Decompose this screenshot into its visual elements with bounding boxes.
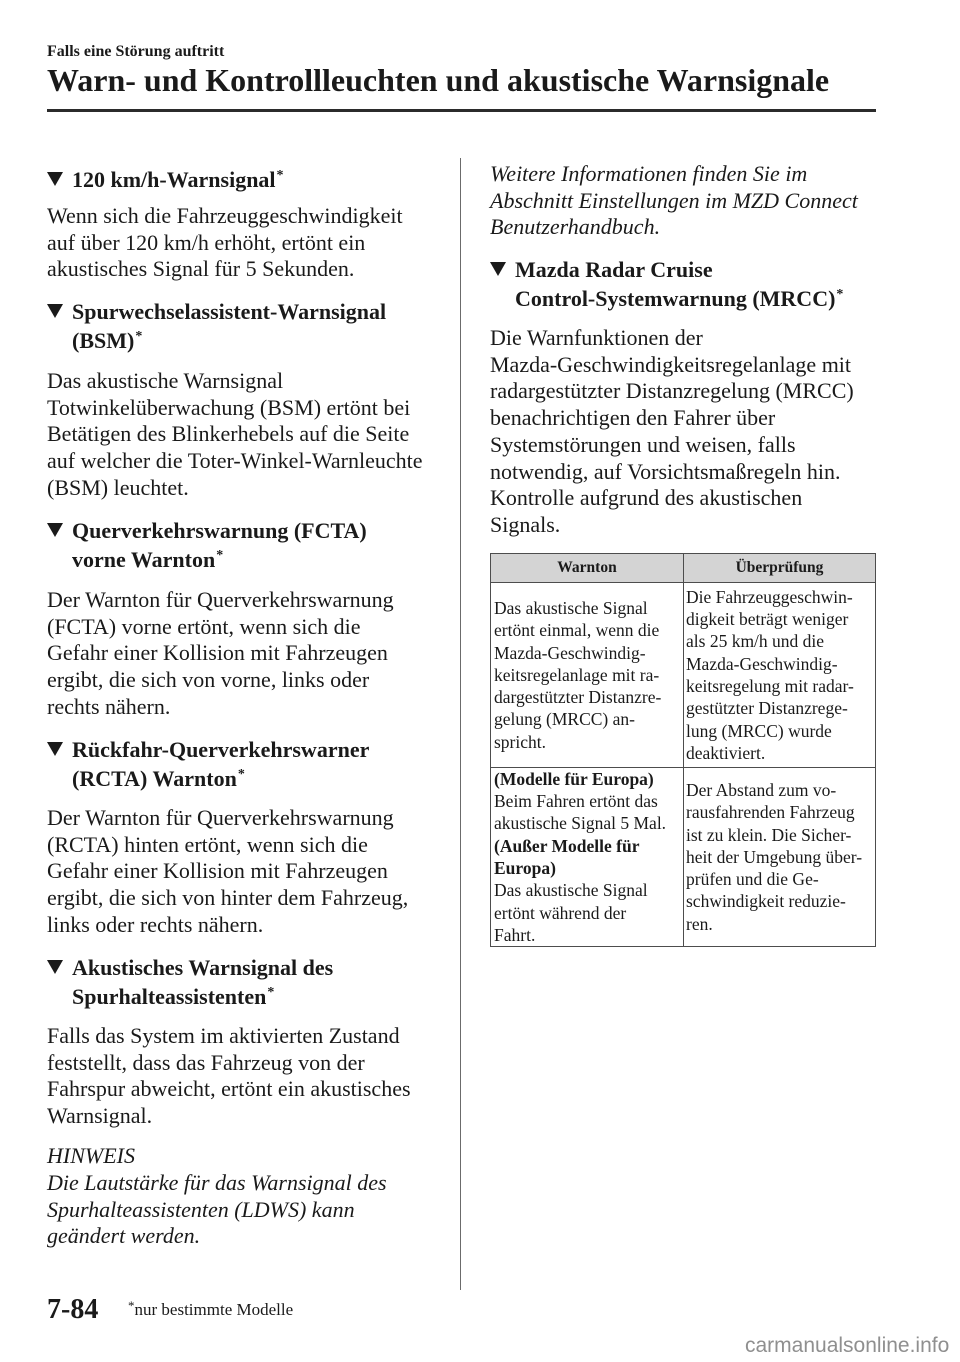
heading-rcta-warnton bbox=[47, 735, 369, 793]
table-row bbox=[491, 582, 875, 767]
text-line: (BSM) leuchtet. bbox=[47, 474, 189, 500]
heading-line: Querverkehrswarnung (FCTA) bbox=[72, 518, 367, 543]
cell-line: als 25 km/h und die bbox=[686, 631, 825, 652]
text-line: geändert werden. bbox=[47, 1223, 201, 1249]
triangle-down-icon bbox=[47, 742, 63, 756]
text-line: ergibt, die sich von vorne, links oder bbox=[47, 667, 370, 693]
cell-line: akustische Signal 5 Mal. bbox=[494, 813, 667, 834]
heading-line bbox=[47, 326, 386, 355]
table-header-row bbox=[491, 554, 875, 582]
table-cell-ueberpruefung bbox=[684, 768, 875, 946]
text-line: Warnsignal. bbox=[47, 1103, 153, 1129]
footnote-asterisk: * bbox=[128, 1298, 135, 1313]
heading-ldws-warnsignal bbox=[47, 953, 333, 1011]
text-line: Mazda-Geschwindigkeitsregelanlage mit bbox=[490, 351, 852, 377]
cell-line-bold: (Außer Modelle für bbox=[494, 835, 640, 856]
chapter-label: Falls eine Störung auftritt bbox=[47, 43, 225, 60]
cell-line: Das akustische Signal bbox=[494, 880, 648, 901]
asterisk-mark: * bbox=[276, 168, 284, 183]
text-line: (FCTA) vorne ertönt, wenn sich die bbox=[47, 613, 361, 639]
page-title: Warn- und Kontrollleuchten und akustische Warnsignale bbox=[47, 62, 830, 98]
column-divider bbox=[460, 158, 461, 1290]
cell-line: digkeit beträgt weniger bbox=[686, 609, 849, 630]
paragraph-mrcc-warnung bbox=[490, 325, 854, 539]
heading-text: Spurhalteassistenten bbox=[72, 984, 267, 1009]
text-line: Der Warnton für Querverkehrswarnung bbox=[47, 587, 394, 612]
footnote bbox=[128, 1299, 293, 1321]
asterisk-mark: * bbox=[216, 548, 224, 563]
heading-line bbox=[47, 165, 284, 194]
cell-line: spricht. bbox=[494, 731, 547, 752]
paragraph-120-kmh-warnsignal bbox=[47, 203, 403, 283]
text-line: auf über 120 km/h erhöht, ertönt ein bbox=[47, 229, 366, 255]
text-line: Benutzerhandbuch. bbox=[490, 214, 661, 240]
text-line: rechts nähern. bbox=[47, 693, 171, 719]
triangle-down-icon bbox=[47, 523, 63, 537]
text-line: notwendig, auf Vorsichtsmaßregeln hin. bbox=[490, 458, 841, 484]
text-line: Abschnitt Einstellungen im MZD Connect bbox=[490, 187, 858, 213]
cell-line: ist zu klein. Die Sicher- bbox=[686, 824, 852, 845]
cell-line: keitsregelanlage mit ra- bbox=[494, 664, 660, 685]
cell-line: Das akustische Signal bbox=[494, 597, 648, 618]
text-line: Systemstörungen und weisen, falls bbox=[490, 431, 796, 457]
cell-line: keitsregelung mit radar- bbox=[686, 676, 854, 696]
heading-120-kmh-warnsignal bbox=[47, 165, 284, 194]
heading-line: Rückfahr-Querverkehrswarner bbox=[72, 737, 370, 762]
cell-line-bold: (Modelle für Europa) bbox=[494, 768, 654, 789]
text-line: Die Warnfunktionen der bbox=[490, 325, 703, 350]
cell-line: prüfen und die Ge- bbox=[686, 869, 819, 890]
text-line: auf welcher die Toter-Winkel-Warnleuchte bbox=[47, 448, 423, 474]
intro-reference bbox=[490, 161, 858, 241]
cell-line: schwindigkeit reduzie- bbox=[686, 891, 846, 912]
asterisk-mark: * bbox=[135, 329, 143, 344]
heading-bsm-warnsignal bbox=[47, 297, 386, 355]
text-line: Fahrspur abweicht, ertönt ein akustisches bbox=[47, 1076, 411, 1102]
cell-line: deaktiviert. bbox=[686, 742, 766, 763]
paragraph-bsm-warnsignal bbox=[47, 368, 423, 502]
cell-line: rausfahrenden Fahrzeug bbox=[686, 802, 855, 823]
paragraph-ldws-warnsignal bbox=[47, 1023, 411, 1130]
text-line: Gefahr einer Kollision mit Fahrzeugen bbox=[47, 858, 388, 884]
heading-text: Control-Systemwarnung (MRCC) bbox=[515, 286, 836, 311]
heading-line bbox=[47, 982, 333, 1011]
heading-line bbox=[47, 764, 369, 793]
cell-line: ren. bbox=[686, 913, 713, 934]
cell-line: Die Fahrzeuggeschwin- bbox=[686, 586, 853, 607]
text-line: Die Lautstärke für das Warnsignal des bbox=[47, 1170, 387, 1195]
note-label: HINWEIS bbox=[47, 1143, 135, 1168]
table-header-warnton: Warnton bbox=[491, 554, 684, 582]
heading-text: 120 km/h-Warnsignal bbox=[72, 167, 276, 192]
cell-line: ertönt während der bbox=[494, 902, 627, 923]
text-line: benachrichtigen den Fahrer über bbox=[490, 405, 776, 431]
asterisk-mark: * bbox=[267, 985, 275, 1000]
paragraph-fcta-warnton bbox=[47, 587, 394, 721]
text-line: Kontrolle aufgrund des akustischen bbox=[490, 485, 803, 511]
table-header-ueberpruefung: Überprüfung bbox=[735, 558, 824, 576]
text-line: Gefahr einer Kollision mit Fahrzeugen bbox=[47, 640, 388, 666]
table-cell-warnton bbox=[491, 583, 684, 767]
heading-mrcc-warnung bbox=[490, 255, 843, 313]
page-number: 7-84 bbox=[47, 1294, 99, 1325]
text-line: links oder rechts nähern. bbox=[47, 911, 264, 937]
asterisk-mark: * bbox=[836, 287, 844, 302]
heading-line bbox=[490, 284, 843, 313]
text-line: Weitere Informationen finden Sie im bbox=[490, 161, 808, 186]
footnote-text: nur bestimmte Modelle bbox=[134, 1300, 294, 1319]
heading-text: (RCTA) Warnton bbox=[72, 766, 237, 791]
cell-line: ertönt einmal, wenn die bbox=[494, 620, 660, 641]
text-line: Falls das System im aktivierten Zustand bbox=[47, 1023, 400, 1048]
asterisk-mark: * bbox=[237, 767, 245, 782]
text-line: Signals. bbox=[490, 511, 561, 537]
text-line: Wenn sich die Fahrzeuggeschwindigkeit bbox=[47, 203, 403, 228]
text-line: (RCTA) hinten ertönt, wenn sich die bbox=[47, 831, 368, 857]
cell-line-bold: Europa) bbox=[494, 858, 556, 878]
warnton-table bbox=[490, 553, 876, 947]
cell-line: heit der Umgebung über- bbox=[686, 846, 863, 867]
text-line: feststellt, dass das Fahrzeug von der bbox=[47, 1049, 365, 1075]
cell-line: Mazda-Geschwindig- bbox=[494, 642, 646, 663]
paragraph-rcta-warnton bbox=[47, 805, 408, 939]
title-rule bbox=[47, 109, 876, 112]
heading-fcta-warnton bbox=[47, 516, 367, 574]
cell-line: Mazda-Geschwindig- bbox=[686, 653, 838, 674]
triangle-down-icon bbox=[490, 262, 506, 276]
cell-line: dargestützter Distanzre- bbox=[494, 687, 662, 708]
cell-line: gelung (MRCC) an- bbox=[494, 709, 635, 730]
cell-line: gestützter Distanzrege- bbox=[686, 698, 848, 719]
text-line: Spurhalteassistenten (LDWS) kann bbox=[47, 1196, 355, 1222]
cell-line: lung (MRCC) wurde bbox=[686, 720, 832, 741]
table-row bbox=[491, 767, 875, 946]
text-line: radargestützter Distanzregelung (MRCC) bbox=[490, 378, 854, 404]
table-cell-warnton bbox=[491, 768, 684, 946]
text-line: Totwinkelüberwachung (BSM) ertönt bei bbox=[47, 394, 411, 420]
text-line: ergibt, die sich von hinter dem Fahrzeug, bbox=[47, 885, 409, 911]
cell-line: Der Abstand zum vo- bbox=[686, 779, 837, 800]
heading-text: vorne Warnton bbox=[72, 547, 216, 572]
text-line: akustisches Signal für 5 Sekunden. bbox=[47, 256, 355, 282]
text-line: Betätigen des Blinkerhebels auf die Seite bbox=[47, 421, 410, 447]
triangle-down-icon bbox=[47, 304, 63, 318]
heading-text: (BSM) bbox=[72, 328, 135, 353]
text-line: Der Warnton für Querverkehrswarnung bbox=[47, 805, 394, 830]
heading-line bbox=[47, 545, 367, 574]
cell-line: Beim Fahren ertönt das bbox=[494, 791, 658, 812]
triangle-down-icon bbox=[47, 960, 63, 974]
heading-line: Mazda Radar Cruise bbox=[515, 257, 713, 282]
cell-line: Fahrt. bbox=[494, 924, 536, 945]
triangle-down-icon bbox=[47, 172, 63, 186]
heading-line: Spurwechselassistent-Warnsignal bbox=[72, 299, 387, 324]
note-text bbox=[47, 1170, 387, 1250]
table-cell-ueberpruefung bbox=[684, 583, 875, 767]
text-line: Das akustische Warnsignal bbox=[47, 368, 284, 393]
watermark: carmanualsonline.info bbox=[745, 1334, 950, 1357]
heading-line: Akustisches Warnsignal des bbox=[72, 955, 334, 980]
